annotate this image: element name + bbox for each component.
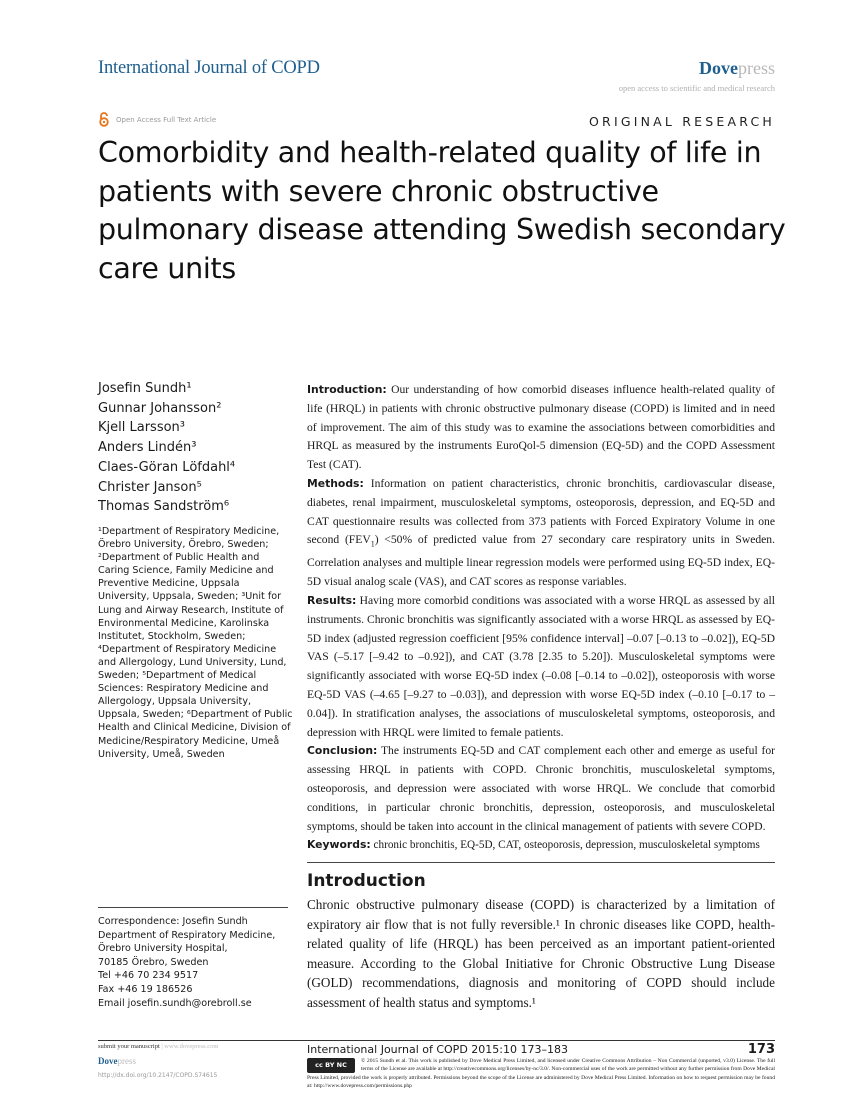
section-label: Introduction: — [307, 383, 387, 396]
publisher-logo-main: Dove — [699, 58, 738, 78]
author: Gunnar Johansson² — [98, 400, 222, 416]
section-heading: Introduction — [307, 871, 426, 891]
correspondence — [98, 915, 275, 1010]
correspondence-line: Tel +46 70 234 9517 — [98, 970, 199, 982]
author: Anders Lindén³ — [98, 440, 197, 456]
publisher-logo — [699, 58, 775, 79]
open-access-lock-icon — [98, 112, 110, 127]
section-text: Information on patient characteristics, chronic bronchitis, cardiovascular disease, diabetes, renal impairment, musculoskeletal symptoms, osteoporosis, depression, and EQ-5D and CAT questionnaire results was collected from 373 patients with Forced Expiratory Volume in one second (FEV — [307, 476, 775, 547]
submit-manuscript-link[interactable] — [98, 1043, 218, 1050]
license-text: © 2015 Sundh et al. This work is published by Dove Medical Press Limited, and licensed under Creative Commons Attribution – Non Commercial (unported, v3.0) License. The full terms of the License are available at http://creativecommons.org/licenses/by-nc/3.0/. Non-commercial uses of the work are permitted without any further permission from Dove Medical Press Limited, provided the work is properly attributed. Permissions beyond the scope of the License are administered by Dove Medical Press Limited. Information on how to request permission may be found at: http://www.dovepress.com/permissions.php — [307, 1058, 775, 1090]
correspondence-email: Email josefin.sundh@orebroll.se — [98, 997, 252, 1009]
submit-url: | www.dovepress.com — [159, 1043, 219, 1050]
author: Thomas Sandström⁶ — [98, 499, 230, 515]
author: Christer Janson⁵ — [98, 479, 202, 495]
abstract — [307, 381, 775, 855]
section-text: ) <50% of predicted value from 27 secondary care respiratory units in Sweden. Correlation analyses and multiple linear regression models were performed using EQ-5D index, EQ-5D visual analog scale (VAS), and CAT scores as response variables. — [307, 533, 775, 589]
citation: International Journal of COPD 2015:10 173–183 — [307, 1043, 568, 1056]
logo-suffix: press — [117, 1056, 136, 1066]
abstract-methods — [307, 475, 775, 592]
author: Claes-Göran Löfdahl⁴ — [98, 459, 236, 475]
creative-commons-icon: cc BY NC — [307, 1058, 355, 1073]
page-number: 173 — [747, 1042, 775, 1057]
footer-publisher-logo — [98, 1056, 136, 1066]
section-text: Having more comorbid conditions was associated with a worse HRQL as assessed by all instruments. Chronic bronchitis was significantly associated with a worse HRQL as assessed by EQ-5D index (adjusted regression coefficient [95% confidence interval] –0.07 [–0.13 to –0.02]), EQ-5D VAS (–5.17 [–9.42 to –0.92]), and CAT (3.78 [2.35 to 5.20]). Musculoskeletal symptoms were significantly associated with worse EQ-5D index (–0.08 [–0.14 to –0.02]), osteoporosis with worse EQ-5D VAS (–4.65 [–9.27 to –0.03]), and depression with worse EQ-5D index (–0.10 [–0.17 to –0.04]). In stratification analyses, the associations of musculoskeletal symptoms, osteoporosis, and depression with HRQL were limited to female patients. — [307, 594, 775, 739]
publisher-logo-suffix: press — [738, 58, 775, 78]
subscript: 1 — [370, 539, 375, 549]
affiliations: ¹Department of Respiratory Medicine, Örebro University, Örebro, Sweden; ²Department of Public Health and Caring Science, Family Medicine and Preventive Medicine, Uppsala University, Uppsala, Sweden; ³Unit for Lung and Airway Research, Institute of Environmental Medicine, Karolinska Institutet, Stockholm, Sweden; ⁴Department of Respiratory Medicine and Allergology, Lund University, Lund, Sweden; ⁵Department of Medical Sciences: Respiratory Medicine and Allergology, Uppsala University, Uppsala, Sweden; ⁶Department of Public Health and Clinical Medicine, Division of Medicine/Respiratory Medicine, Umeå University, Umeå, Sweden — [98, 526, 293, 760]
correspondence-line: Örebro University Hospital, — [98, 943, 228, 955]
submit-text: submit your manuscript — [98, 1043, 160, 1050]
article-title: Comorbidity and health-related quality of life in patients with severe chronic obstructive pulmonary disease attending Swedish secondary care units — [98, 136, 786, 285]
correspondence-line: Fax +46 19 186526 — [98, 983, 193, 995]
section-label: Conclusion: — [307, 744, 378, 758]
abstract-conclusion — [307, 742, 775, 836]
section-label: Results: — [307, 594, 357, 608]
correspondence-line: Department of Respiratory Medicine, — [98, 929, 276, 941]
section-text: The instruments EQ-5D and CAT complement each other and emerge as useful for assessing HRQL in patients with COPD. Chronic bronchitis, musculoskeletal symptoms, osteoporosis, and depression were associated with worse HRQL. We conclude that comorbid conditions, in particular chronic bronchitis, depression, osteoporosis, and musculoskeletal symptoms, should be taken into account in the clinical management of patients with severe COPD. — [307, 744, 775, 833]
logo-main: Dove — [98, 1056, 118, 1066]
author-list — [98, 379, 235, 517]
section-label: Methods: — [307, 476, 364, 490]
license-block — [307, 1057, 775, 1091]
section-text: chronic bronchitis, EQ-5D, CAT, osteoporosis, depression, musculoskeletal symptoms — [370, 839, 760, 852]
divider — [98, 907, 288, 908]
open-access-label — [98, 112, 216, 127]
correspondence-line: 70185 Örebro, Sweden — [98, 956, 209, 968]
article-type: ORIGINAL RESEARCH — [589, 114, 775, 129]
open-access-text: Open Access Full Text Article — [116, 115, 217, 124]
correspondence-line: Correspondence: Josefin Sundh — [98, 916, 248, 927]
divider — [307, 862, 775, 863]
body-paragraph: Chronic obstructive pulmonary disease (COPD) is characterized by a limitation of expiratory air flow that is not fully reversible.¹ In chronic diseases like COPD, health-related quality of life (HRQL) has been perceived as an important patient-oriented measure. According to the Global Initiative for Chronic Obstructive Lung Disease (GOLD) recommendations, diagnosis and monitoring of COPD should include assessment of health status and symptoms.¹ — [307, 897, 775, 1010]
abstract-keywords — [307, 836, 775, 855]
section-text: Our understanding of how comorbid diseases influence health-related quality of life (HRQL) in patients with chronic obstructive pulmonary disease (COPD) is limited and in need of improvement. The aim of this study was to examine the associations between comorbidities and HRQL as measured by the instruments EuroQol-5 dimension (EQ-5D) and the COPD Assessment Test (CAT). — [307, 383, 775, 472]
journal-name: International Journal of COPD — [98, 58, 320, 78]
section-label: Keywords: — [307, 838, 371, 852]
abstract-introduction — [307, 381, 775, 475]
doi-link[interactable]: http://dx.doi.org/10.2147/COPD.S74615 — [98, 1072, 218, 1079]
author: Josefin Sundh¹ — [98, 381, 192, 396]
divider — [98, 1040, 775, 1041]
publisher-tagline: open access to scientific and medical research — [618, 83, 775, 93]
author: Kjell Larsson³ — [98, 420, 185, 436]
abstract-results — [307, 592, 775, 742]
